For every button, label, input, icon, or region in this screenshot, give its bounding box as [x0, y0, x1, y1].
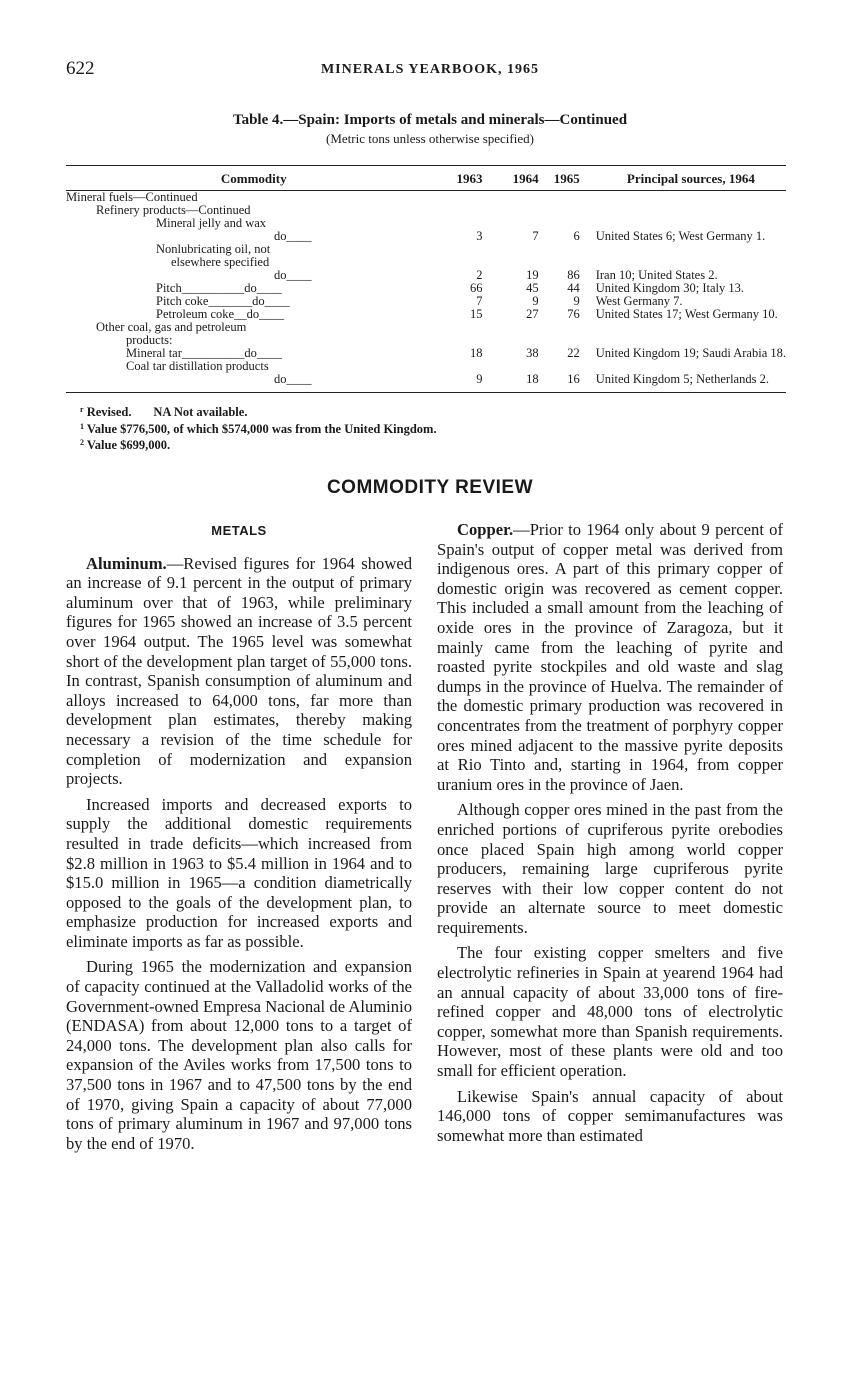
commodity-cell: Other coal, gas and petroleum [96, 320, 247, 334]
value-1963-cell [442, 321, 483, 334]
imports-data-table [66, 166, 786, 386]
paragraph: Likewise Spain's annual capacity of about 146,000 tons of copper semimanufactures was somewhat more than estimated [437, 1086, 783, 1145]
value-1963-cell: 15 [470, 307, 483, 321]
value-1963-cell [442, 204, 483, 217]
value-1963-cell: 66 [470, 281, 483, 295]
value-1963-cell: 7 [476, 294, 483, 308]
sources-cell: West Germany 7. [595, 294, 683, 308]
commodity-cell: do____ [274, 229, 312, 243]
paragraph: The four existing copper smelters and five electrolytic refineries in Spain at yearend 1964 had an annual capacity of about 33,000 tons of fire-refined copper and 48,000 tons of electrolytic copper, somewhat more than Spanish requirements. However, most of these plants were old and too small for efficient operation. [437, 943, 783, 1081]
value-1963-cell: 3 [476, 229, 483, 243]
footnote [80, 403, 437, 420]
metals-heading: METALS [211, 523, 267, 538]
table-subtitle: (Metric tons unless otherwise specified) [326, 131, 534, 146]
sources-cell: United Kingdom 5; Netherlands 2. [595, 372, 769, 386]
commodity-cell: Petroleum coke__do____ [156, 307, 285, 321]
copper-runin: Copper. [457, 520, 514, 539]
commodity-cell: Mineral tar__________do____ [126, 346, 282, 360]
sources-cell [580, 243, 786, 256]
table-header-row [66, 166, 786, 191]
paragraph [437, 520, 783, 794]
commodity-cell: elsewhere specified [171, 255, 270, 269]
footnote-mark: r [80, 405, 84, 414]
sources-cell: Iran 10; United States 2. [595, 268, 718, 282]
value-1964-cell: 27 [526, 307, 539, 321]
commodity-cell: Coal tar distillation products [126, 359, 269, 373]
table-bottom-rule [66, 392, 786, 393]
commodity-cell: Refinery products—Continued [96, 203, 251, 217]
commodity-cell: do____ [274, 268, 312, 282]
footnote-text: Value $776,500, of which $574,000 was from the United Kingdom. [86, 421, 437, 436]
value-1964-cell: 45 [526, 281, 539, 295]
value-1965-cell [539, 243, 580, 256]
commodity-cell: Pitch__________do____ [156, 281, 282, 295]
paragraph-text: —Revised figures for 1964 showed an increase of 9.1 percent in the output of primary aluminum over that of 1963, while preliminary figures for 1965 showed an increase of 3.5 percent over 1964 output. The 1965 level was somewhat short of the development plan target of 55,000 tons. In contrast, Spanish consumption of aluminum and alloys increased to 64,000 tons, far more than development plan estimates, thereby making necessary a revision of the time schedule for completion of modernization and expansion projects. [66, 553, 412, 789]
value-1965-cell [539, 321, 580, 334]
table-row [66, 373, 786, 386]
footnote-text: Value $699,000. [86, 438, 171, 452]
sources-cell: United Kingdom 19; Saudi Arabia 18. [595, 346, 786, 360]
value-1965-cell [539, 191, 580, 205]
value-1964-cell: 18 [526, 372, 539, 386]
table-title: Table 4.—Spain: Imports of metals and minerals—Continued [232, 112, 628, 128]
value-1964-cell [483, 204, 539, 217]
running-title: MINERALS YEARBOOK, 1965 [320, 62, 540, 77]
value-1965-cell: 9 [573, 294, 580, 308]
value-1964-cell [483, 321, 539, 334]
sources-cell [580, 321, 786, 334]
value-1965-cell: 22 [567, 346, 580, 360]
table-row [66, 321, 786, 334]
page-number: 622 [66, 58, 95, 79]
column-header: 1965 [539, 166, 580, 191]
value-1965-cell: 76 [567, 307, 580, 321]
value-1965-cell: 86 [567, 268, 580, 282]
value-1964-cell [483, 217, 539, 230]
footnote-mark: 2 [80, 438, 84, 447]
right-column [437, 520, 783, 1145]
commodity-cell: Mineral jelly and wax [156, 216, 267, 230]
section-title: COMMODITY REVIEW [326, 477, 534, 498]
column-header: Principal sources, 1964 [580, 166, 786, 191]
value-1964-cell: 19 [526, 268, 539, 282]
value-1964-cell: 9 [532, 294, 539, 308]
footnote [80, 436, 437, 453]
paragraph: During 1965 the modernization and expansion of capacity continued at the Valladolid works of the Government-owned Empresa Nacional de Aluminio (ENDASA) from about 12,000 tons to a target of 24,000 tons. The development plan also calls for expansion of the Aviles works from 17,500 tons to 37,500 tons in 1967 and to 47,500 tons by the end of 1970, giving Spain a capacity of about 77,000 tons of primary aluminum in 1967 and 97,000 tons by the end of 1970. [66, 957, 412, 1153]
value-1965-cell [539, 204, 580, 217]
aluminum-runin: Aluminum. [86, 553, 167, 573]
sources-cell: United Kingdom 30; Italy 13. [595, 281, 744, 295]
value-1964-cell: 38 [526, 346, 539, 360]
sources-cell: United States 17; West Germany 10. [595, 307, 778, 321]
sources-cell [580, 204, 786, 217]
paragraph-text: —Prior to 1964 only about 9 percent of Spain's output of copper metal was derived from indigenous ores. A part of this primary copper of domestic origin was recovered as cement copper. This included a small amount from the leaching of oxide ores in the province of Zaragoza, but it mainly came from the leaching of pyrite and roasted pyrite stockpiles and old waste and slag dumps in the province of Huelva. The remainder of the domestic primary production was recovered in concentrates from the treatment of porphyry copper ores mined adjacent to the massive pyrite deposits at Rio Tinto and, starting in 1964, from copper uranium ores in the province of Jaen. [437, 520, 783, 794]
table-footnotes [80, 403, 437, 453]
commodity-cell: do____ [274, 372, 312, 386]
paragraph: Although copper ores mined in the past from the enriched portions of cupriferous pyrite orebodies once placed Spain high among world copper producers, remaining large cupriferous pyrite reserves with their low copper content do not provide an alternate source to meet domestic requirements. [437, 800, 783, 937]
value-1963-cell: 18 [470, 346, 483, 360]
value-1963-cell: 9 [476, 372, 483, 386]
value-1964-cell: 7 [532, 229, 539, 243]
value-1965-cell: 6 [573, 229, 580, 243]
column-header: 1964 [483, 166, 539, 191]
sources-cell [580, 191, 786, 205]
left-column [66, 520, 412, 1153]
imports-table [66, 165, 786, 393]
column-header: Commodity [66, 166, 442, 191]
value-1963-cell: 2 [476, 268, 483, 282]
footnote-mark: 1 [80, 421, 84, 431]
sources-cell: United States 6; West Germany 1. [595, 229, 766, 243]
paragraph: Increased imports and decreased exports to supply the additional domestic requirements resulted in trade deficits—which increased from $2.8 million in 1963 to $5.4 million in 1964 and to $15.0 million in 1965—a condition diametrically opposed to the goals of the development plan, to emphasize production for increased exports and eliminate imports as far as possible. [66, 794, 412, 951]
commodity-cell: Mineral fuels—Continued [66, 190, 198, 204]
table-row [66, 191, 786, 205]
value-1965-cell: 16 [567, 372, 580, 386]
commodity-cell: products: [126, 333, 173, 347]
footnote-text: Revised. NA Not available. [86, 405, 248, 419]
commodity-cell: Pitch coke_______do____ [156, 294, 290, 308]
value-1963-cell [442, 191, 483, 205]
value-1965-cell: 44 [567, 281, 580, 295]
footnote [80, 420, 437, 437]
paragraph [66, 554, 412, 789]
value-1964-cell [483, 243, 539, 256]
column-header: 1963 [442, 166, 483, 191]
value-1963-cell [442, 243, 483, 256]
commodity-cell: Nonlubricating oil, not [156, 242, 271, 256]
value-1964-cell [483, 191, 539, 205]
